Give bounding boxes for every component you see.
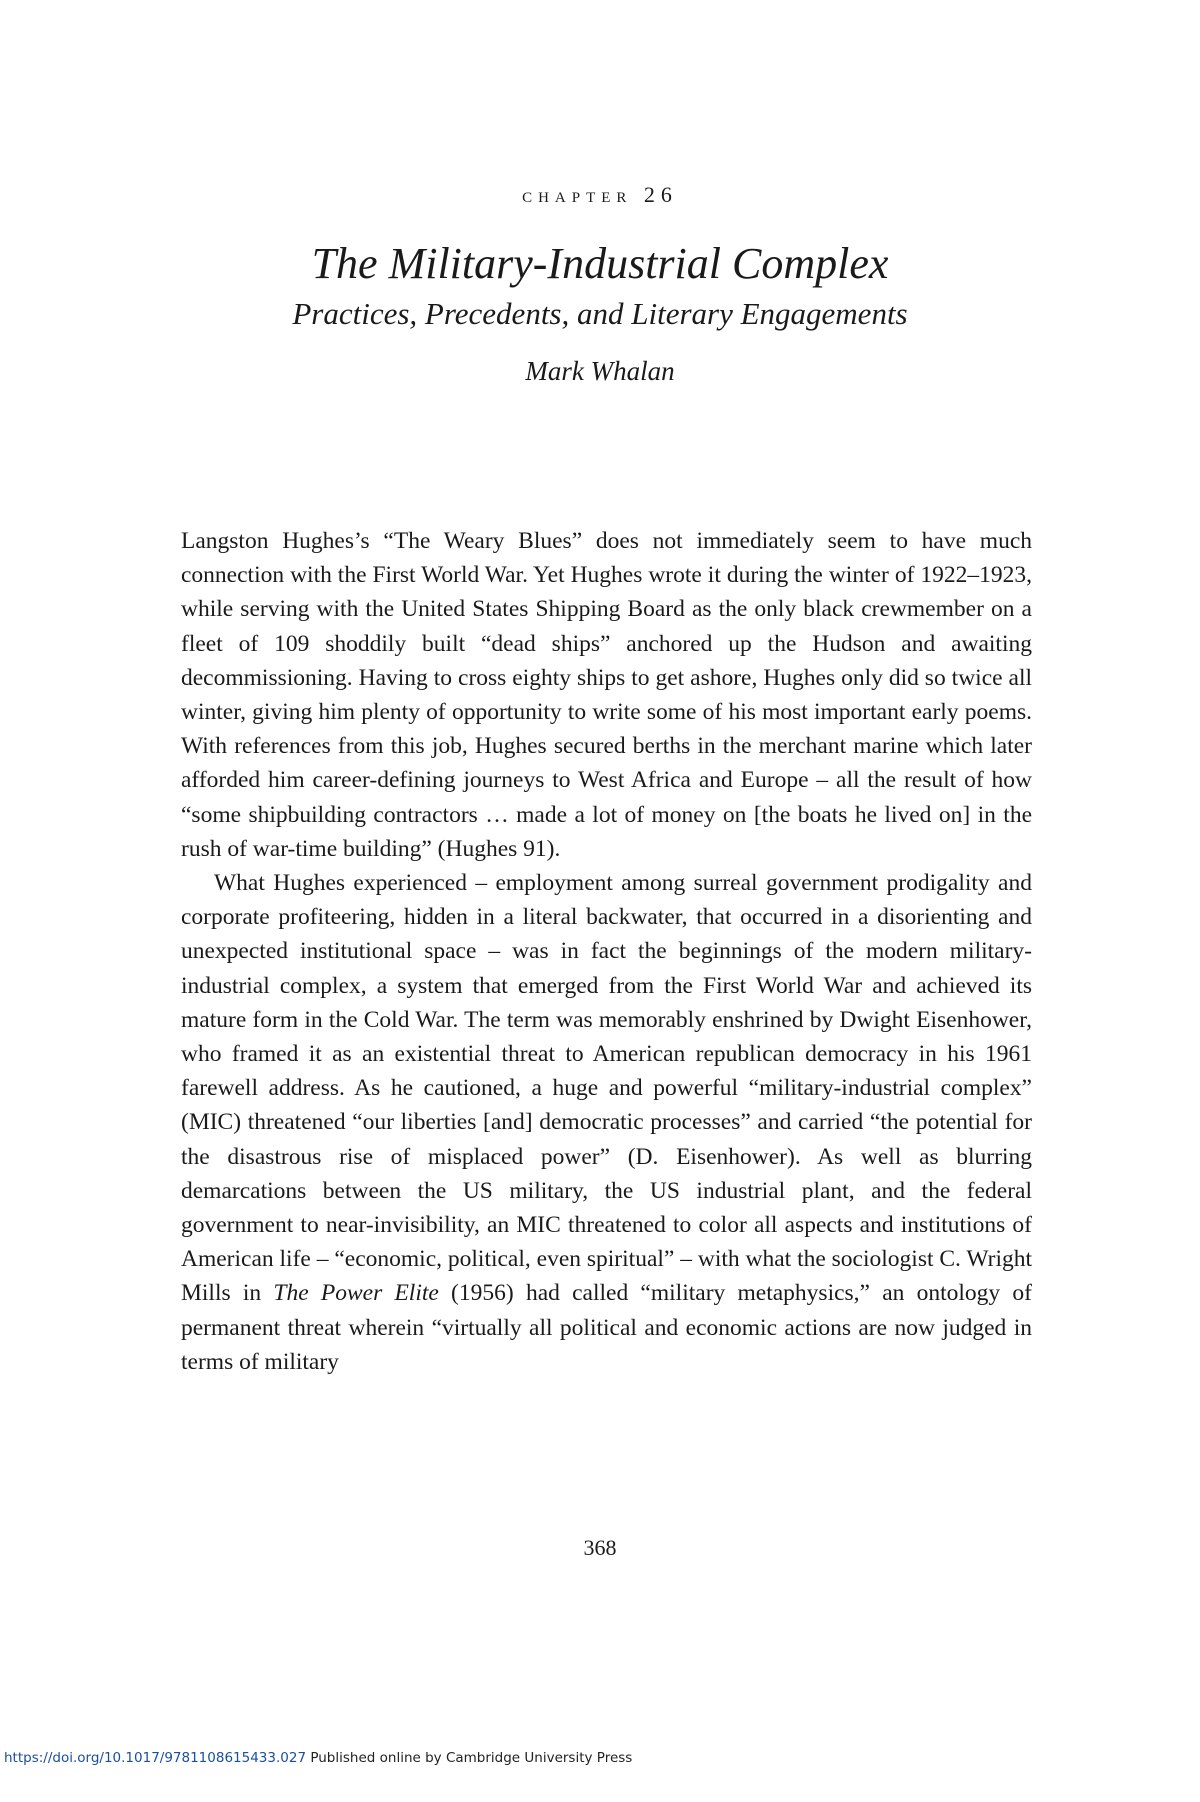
author-name: Mark Whalan	[525, 356, 675, 386]
book-title-power-elite: The Power Elite	[273, 1280, 439, 1307]
paragraph-1: Langston Hughes’s “The Weary Blues” does not immediately seem to have much connection with the First World War. Yet Hughes wrote it during the winter of 1922–1923, while serving with the United States Shipping Board as the only black crewmember on a fleet of 109 shoddily built “dead ships” anchored up the Hudson and awaiting decommissioning. Having to cross eighty ships to get ashore, Hughes only did so twice all winter, giving him plenty of opportunity to write some of his most important early poems. With references from this job, Hughes secured berths in the merchant marine which later afforded him career-defining journeys to West Africa and Europe – all the result of how “some shipbuilding contractors … made a lot of money on [the boats he lived on] in the rush of war-time building” (Hughes 91).	[181, 528, 1032, 862]
paragraph-2	[181, 866, 1032, 1379]
doi-link[interactable]: https://doi.org/10.1017/9781108615433.027	[4, 1750, 307, 1766]
page-number: 368	[583, 1535, 617, 1560]
chapter-label: chapter 26	[522, 182, 678, 207]
paragraph-2-text-end: (1956) had called “military metaphysics,” an ontology of permanent threat wherein “virtually all political and economic actions are now judged in terms of military	[181, 1280, 1032, 1375]
chapter-body	[181, 524, 1032, 1379]
chapter-subtitle: Practices, Precedents, and Literary Engagements	[292, 296, 908, 331]
publisher-text: Published online by Cambridge University Press	[306, 1750, 633, 1766]
chapter-title: The Military-Industrial Complex	[311, 239, 889, 288]
footer	[4, 1750, 632, 1766]
paragraph-2-text-start: What Hughes experienced – employment among surreal government prodigality and corporate profiteering, hidden in a literal backwater, that occurred in a disorienting and unexpected institutional space – was in fact the beginnings of the modern military-industrial complex, a system that emerged from the First World War and achieved its mature form in the Cold War. The term was memorably enshrined by Dwight Eisenhower, who framed it as an existential threat to American republican democracy in his 1961 farewell address. As he cautioned, a huge and powerful “military-industrial complex” (MIC) threatened “our liberties [and] democratic processes” and carried “the potential for the disastrous rise of misplaced power” (D. Eisenhower). As well as blurring demarcations between the US military, the US industrial plant, and the federal government to near-invisibility, an MIC threatened to color all aspects and institutions of American life – “economic, political, even spiritual” – with what the sociologist C. Wright Mills in	[181, 870, 1032, 1307]
